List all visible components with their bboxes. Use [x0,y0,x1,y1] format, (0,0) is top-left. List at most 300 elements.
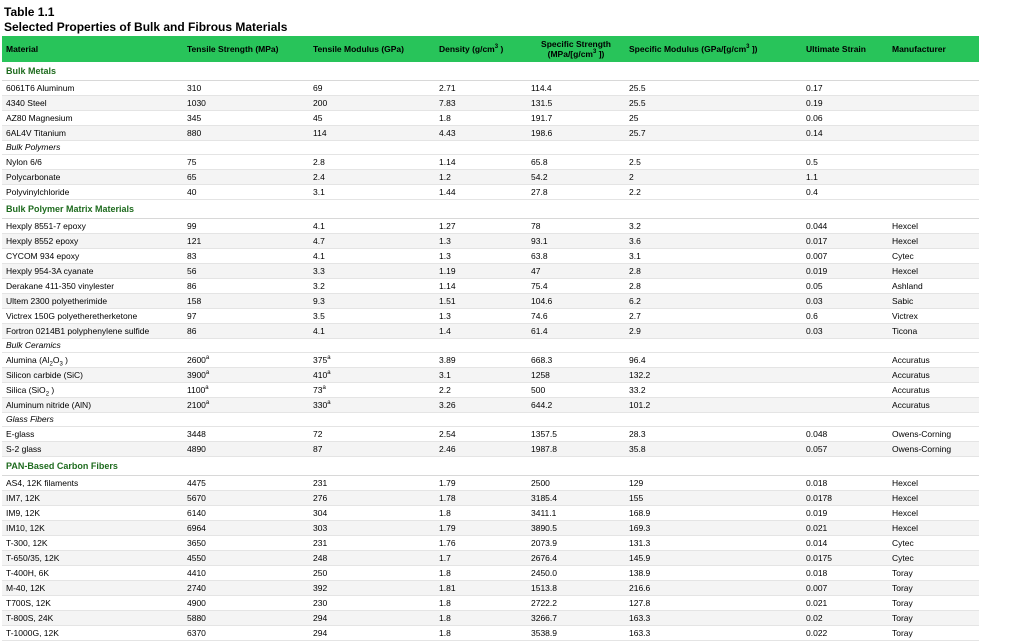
cell-text-part: Specific Modulus (GPa/[g/cm [629,44,747,54]
table-cell: 158 [183,294,309,309]
subsection-heading-row [2,141,979,155]
table-cell: 0.018 [802,476,888,491]
table-cell: 121 [183,234,309,249]
table-cell: 3.26 [435,398,527,413]
table-cell: 1.8 [435,596,527,611]
table-cell: 155 [625,491,802,506]
table-cell: 1.1 [802,170,888,185]
table-cell: 87 [309,442,435,457]
table-cell: 2.8 [625,264,802,279]
table-cell: 3.2 [309,279,435,294]
table-cell: 1.2 [435,170,527,185]
footnote-marker: a [205,399,210,406]
table-cell: Accuratus [888,383,979,398]
column-header [802,36,888,62]
table-cell: 1357.5 [527,427,625,442]
table-cell: Derakane 411-350 vinylester [2,279,183,294]
table-cell: 9.3 [309,294,435,309]
column-header [625,36,802,62]
formula-subscript: 3 [59,361,63,368]
table-cell: 0.06 [802,111,888,126]
table-row [2,264,979,279]
table-cell: 28.3 [625,427,802,442]
table-row [2,324,979,339]
table-cell: 27.8 [527,185,625,200]
table-cell: 0.007 [802,249,888,264]
table-cell: T-800S, 24K [2,611,183,626]
table-cell: T-650/35, 12K [2,551,183,566]
cell-text-part: Density (g/cm [439,44,495,54]
table-cell: 4900 [183,596,309,611]
table-cell: 1.8 [435,111,527,126]
table-cell: T-400H, 6K [2,566,183,581]
table-cell: 33.2 [625,383,802,398]
column-header [888,36,979,62]
table-cell: 2.7 [625,309,802,324]
unit-superscript: 3 [494,44,499,51]
table-cell [2,383,183,398]
table-cell: 4410 [183,566,309,581]
formula-subscript: 2 [45,391,50,398]
table-cell: 6964 [183,521,309,536]
table-cell: 54.2 [527,170,625,185]
table-cell: 304 [309,506,435,521]
table-cell: 0.048 [802,427,888,442]
table-cell: 138.9 [625,566,802,581]
table-cell: 2.5 [625,155,802,170]
table-cell: Hexcel [888,521,979,536]
table-cell: 2.2 [625,185,802,200]
cell-text-part: ) [498,44,504,54]
cell-text-part: Material [6,44,39,54]
column-header [435,36,527,62]
table-row [2,506,979,521]
table-cell: 230 [309,596,435,611]
table-cell: 1.4 [435,324,527,339]
table-cell: 3.1 [309,185,435,200]
footnote-marker: a [327,369,331,376]
table-cell: 1.3 [435,309,527,324]
table-cell: 0.021 [802,596,888,611]
table-row [2,581,979,596]
formula-subscript: 2 [49,361,53,368]
cell-text-part: Ultimate Strain [806,44,866,54]
table-row [2,368,979,383]
table-cell: IM7, 12K [2,491,183,506]
table-row [2,185,979,200]
subsection-heading-row [2,339,979,353]
table-cell: 1513.8 [527,581,625,596]
table-cell: 198.6 [527,126,625,141]
table-cell: 0.03 [802,324,888,339]
table-cell: 25.5 [625,96,802,111]
table-cell: 2.54 [435,427,527,442]
value-text: 73 [313,384,323,395]
table-cell: 97 [183,309,309,324]
table-cell: 0.5 [802,155,888,170]
table-cell: Hexcel [888,219,979,234]
table-cell: Fortron 0214B1 polyphenylene sulfide [2,324,183,339]
table-cell: 200 [309,96,435,111]
table-cell: 6AL4V Titanium [2,126,183,141]
table-cell: 310 [183,81,309,96]
table-row [2,353,979,368]
table-cell: Hexcel [888,476,979,491]
cell-text-part: Tensile Strength (MPa) [187,44,279,54]
footnote-marker: a [322,384,326,391]
table-cell: 5880 [183,611,309,626]
table-row [2,536,979,551]
subsection-heading-row [2,413,979,427]
table-cell: 1.51 [435,294,527,309]
table-cell: 1.76 [435,536,527,551]
table-cell: 3.2 [625,219,802,234]
table-cell: 83 [183,249,309,264]
formula-part: ) [62,354,68,365]
table-cell: 6061T6 Aluminum [2,81,183,96]
table-cell: 6370 [183,626,309,641]
table-cell: 294 [309,611,435,626]
table-cell: 0.019 [802,264,888,279]
table-cell: 145.9 [625,551,802,566]
table-row [2,279,979,294]
unit-superscript: 3 [592,49,597,56]
table-cell: 1.3 [435,234,527,249]
table-cell: 127.8 [625,596,802,611]
subsection-heading: Glass Fibers [2,413,979,427]
table-cell: 216.6 [625,581,802,596]
table-cell: 78 [527,219,625,234]
table-cell: 2.46 [435,442,527,457]
table-row [2,96,979,111]
table-cell: 3650 [183,536,309,551]
table-row [2,551,979,566]
cell-text-part: ]) [749,44,758,54]
table-cell [888,111,979,126]
table-cell: 2.4 [309,170,435,185]
footnote-marker: a [327,399,331,406]
table-cell: 1987.8 [527,442,625,457]
table-cell: Hexply 8552 epoxy [2,234,183,249]
table-cell: 0.022 [802,626,888,641]
table-row [2,294,979,309]
table-cell [802,383,888,398]
table-cell: 1.44 [435,185,527,200]
table-cell: 1.14 [435,155,527,170]
table-cell: 86 [183,279,309,294]
table-cell: 345 [183,111,309,126]
table-cell: 131.3 [625,536,802,551]
subsection-heading: Bulk Ceramics [2,339,979,353]
table-cell: 3266.7 [527,611,625,626]
table-row [2,521,979,536]
table-cell: 500 [527,383,625,398]
table-cell: 1.79 [435,521,527,536]
table-row [2,427,979,442]
table-cell: 0.044 [802,219,888,234]
table-cell: 2.9 [625,324,802,339]
table-cell: Hexply 8551-7 epoxy [2,219,183,234]
table-cell: 4.1 [309,249,435,264]
table-number: Table 1.1 [4,5,55,19]
table-cell: 276 [309,491,435,506]
column-header [183,36,309,62]
table-cell: CYCOM 934 epoxy [2,249,183,264]
table-cell: 3448 [183,427,309,442]
table-cell: 61.4 [527,324,625,339]
table-cell [309,368,435,383]
table-cell: 231 [309,536,435,551]
table-cell: 0.014 [802,536,888,551]
cell-text-part: Tensile Modulus (GPa) [313,44,404,54]
table-cell: AS4, 12K filaments [2,476,183,491]
table-row [2,219,979,234]
table-cell: 1.27 [435,219,527,234]
table-cell: 2.2 [435,383,527,398]
table-cell: Ticona [888,324,979,339]
table-cell: 0.4 [802,185,888,200]
table-cell: 6140 [183,506,309,521]
table-cell: 1.79 [435,476,527,491]
table-cell: 0.057 [802,442,888,457]
table-row [2,126,979,141]
table-cell: 3185.4 [527,491,625,506]
table-cell [309,383,435,398]
table-cell: Toray [888,611,979,626]
table-cell: 3.5 [309,309,435,324]
table-cell: Ultem 2300 polyetherimide [2,294,183,309]
table-row [2,398,979,413]
table-cell: 0.03 [802,294,888,309]
table-cell: 0.018 [802,566,888,581]
section-heading: PAN-Based Carbon Fibers [2,457,979,476]
table-cell: Owens-Corning [888,427,979,442]
table-cell: Silicon carbide (SiC) [2,368,183,383]
table-row [2,155,979,170]
table-cell: 3.6 [625,234,802,249]
table-cell: 1.8 [435,611,527,626]
table-cell: 1.7 [435,551,527,566]
formula-part: Silica (SiO [6,384,46,395]
table-cell: 392 [309,581,435,596]
table-cell: 129 [625,476,802,491]
table-cell: 1.8 [435,626,527,641]
table-cell: 4550 [183,551,309,566]
table-row [2,566,979,581]
table-cell [802,368,888,383]
table-cell [802,353,888,368]
table-cell: 25.5 [625,81,802,96]
table-cell: 131.5 [527,96,625,111]
table-cell: 4890 [183,442,309,457]
table-cell [2,353,183,368]
table-cell: 248 [309,551,435,566]
value-text: 3900 [187,369,206,380]
cell-text-part: Manufacturer [892,44,946,54]
table-cell: Hexcel [888,234,979,249]
table-cell [888,126,979,141]
table-cell: Nylon 6/6 [2,155,183,170]
table-cell: 63.8 [527,249,625,264]
table-cell: Polyvinylchloride [2,185,183,200]
table-cell [183,398,309,413]
footnote-marker: a [327,354,331,361]
table-cell: 163.3 [625,626,802,641]
table-cell: 644.2 [527,398,625,413]
table-row [2,81,979,96]
table-title: Selected Properties of Bulk and Fibrous Materials [4,20,288,34]
formula-part: O [52,354,60,365]
table-cell: IM10, 12K [2,521,183,536]
table-cell: Accuratus [888,353,979,368]
table-cell: Hexcel [888,491,979,506]
table-cell [888,81,979,96]
value-text: 1100 [187,384,206,395]
section-heading: Bulk Metals [2,62,979,81]
table-cell: 0.017 [802,234,888,249]
table-cell: AZ80 Magnesium [2,111,183,126]
table-cell: Toray [888,566,979,581]
table-cell: 3.1 [625,249,802,264]
table-cell: IM9, 12K [2,506,183,521]
table-cell: 86 [183,324,309,339]
table-cell: 75.4 [527,279,625,294]
table-row [2,611,979,626]
table-cell: 169.3 [625,521,802,536]
table-row [2,249,979,264]
table-cell: 65 [183,170,309,185]
table-cell: 56 [183,264,309,279]
footnote-marker: a [205,369,210,376]
table-cell: T-300, 12K [2,536,183,551]
table-cell: 880 [183,126,309,141]
value-text: 2100 [187,399,206,410]
table-cell: 4.43 [435,126,527,141]
table-cell: Victrex [888,309,979,324]
table-cell: 163.3 [625,611,802,626]
table-cell: Victrex 150G polyetheretherketone [2,309,183,324]
table-cell: 25 [625,111,802,126]
table-cell: 93.1 [527,234,625,249]
section-heading-row [2,62,979,81]
table-cell: 3538.9 [527,626,625,641]
table-cell [888,185,979,200]
table-cell: 132.2 [625,368,802,383]
table-cell: 2450.0 [527,566,625,581]
table-cell: 96.4 [625,353,802,368]
table-cell: Hexply 954-3A cyanate [2,264,183,279]
table-cell: Accuratus [888,368,979,383]
table-cell: 4475 [183,476,309,491]
table-cell: 303 [309,521,435,536]
section-heading-row [2,457,979,476]
value-text: 2600 [187,354,206,365]
table-cell: 35.8 [625,442,802,457]
table-header-row [2,36,979,62]
formula-part: ) [49,384,55,395]
table-cell: 3.89 [435,353,527,368]
table-cell: 114 [309,126,435,141]
table-cell: 1.8 [435,506,527,521]
table-cell: 3.3 [309,264,435,279]
table-cell: 1258 [527,368,625,383]
table-cell: 1030 [183,96,309,111]
table-cell: S-2 glass [2,442,183,457]
table-cell: 25.7 [625,126,802,141]
table-cell: 114.4 [527,81,625,96]
table-cell: 0.02 [802,611,888,626]
table-cell: 1.78 [435,491,527,506]
table-cell: 191.7 [527,111,625,126]
table-cell: T700S, 12K [2,596,183,611]
table-cell: 4.1 [309,219,435,234]
table-cell: 4.7 [309,234,435,249]
section-heading: Bulk Polymer Matrix Materials [2,200,979,219]
table-cell: 1.8 [435,566,527,581]
table-cell: 69 [309,81,435,96]
table-cell: 1.3 [435,249,527,264]
table-cell: 0.05 [802,279,888,294]
table-cell: Hexcel [888,264,979,279]
table-cell [309,353,435,368]
table-cell: 5670 [183,491,309,506]
table-cell: Accuratus [888,398,979,413]
table-cell [183,368,309,383]
section-heading-row [2,200,979,219]
subsection-heading: Bulk Polymers [2,141,979,155]
table-cell: 0.17 [802,81,888,96]
table-cell: 45 [309,111,435,126]
table-cell: Hexcel [888,506,979,521]
table-cell: 3411.1 [527,506,625,521]
table-cell: Polycarbonate [2,170,183,185]
table-cell: 0.0178 [802,491,888,506]
table-cell: 2 [625,170,802,185]
table-row [2,491,979,506]
table-cell: 75 [183,155,309,170]
table-cell: 1.14 [435,279,527,294]
table-cell: 74.6 [527,309,625,324]
table-cell: 2740 [183,581,309,596]
table-cell [309,398,435,413]
table-cell: 3890.5 [527,521,625,536]
table-cell: 0.019 [802,506,888,521]
table-cell: 231 [309,476,435,491]
table-cell: Ashland [888,279,979,294]
table-cell: 2500 [527,476,625,491]
table-body [2,62,979,641]
table-cell: 65.8 [527,155,625,170]
table-cell: Cytec [888,536,979,551]
table-cell [888,170,979,185]
table-row [2,596,979,611]
footnote-marker: a [205,354,210,361]
table-cell: 250 [309,566,435,581]
cell-text-part: ]) [596,49,605,59]
table-row [2,626,979,641]
table-cell: Toray [888,626,979,641]
table-cell: E-glass [2,427,183,442]
table-row [2,309,979,324]
table-cell: Aluminum nitride (AlN) [2,398,183,413]
table-cell: 1.19 [435,264,527,279]
table-cell: 72 [309,427,435,442]
table-cell: 0.6 [802,309,888,324]
table-row [2,170,979,185]
value-text: 375 [313,354,328,365]
table-cell [802,398,888,413]
table-row [2,111,979,126]
